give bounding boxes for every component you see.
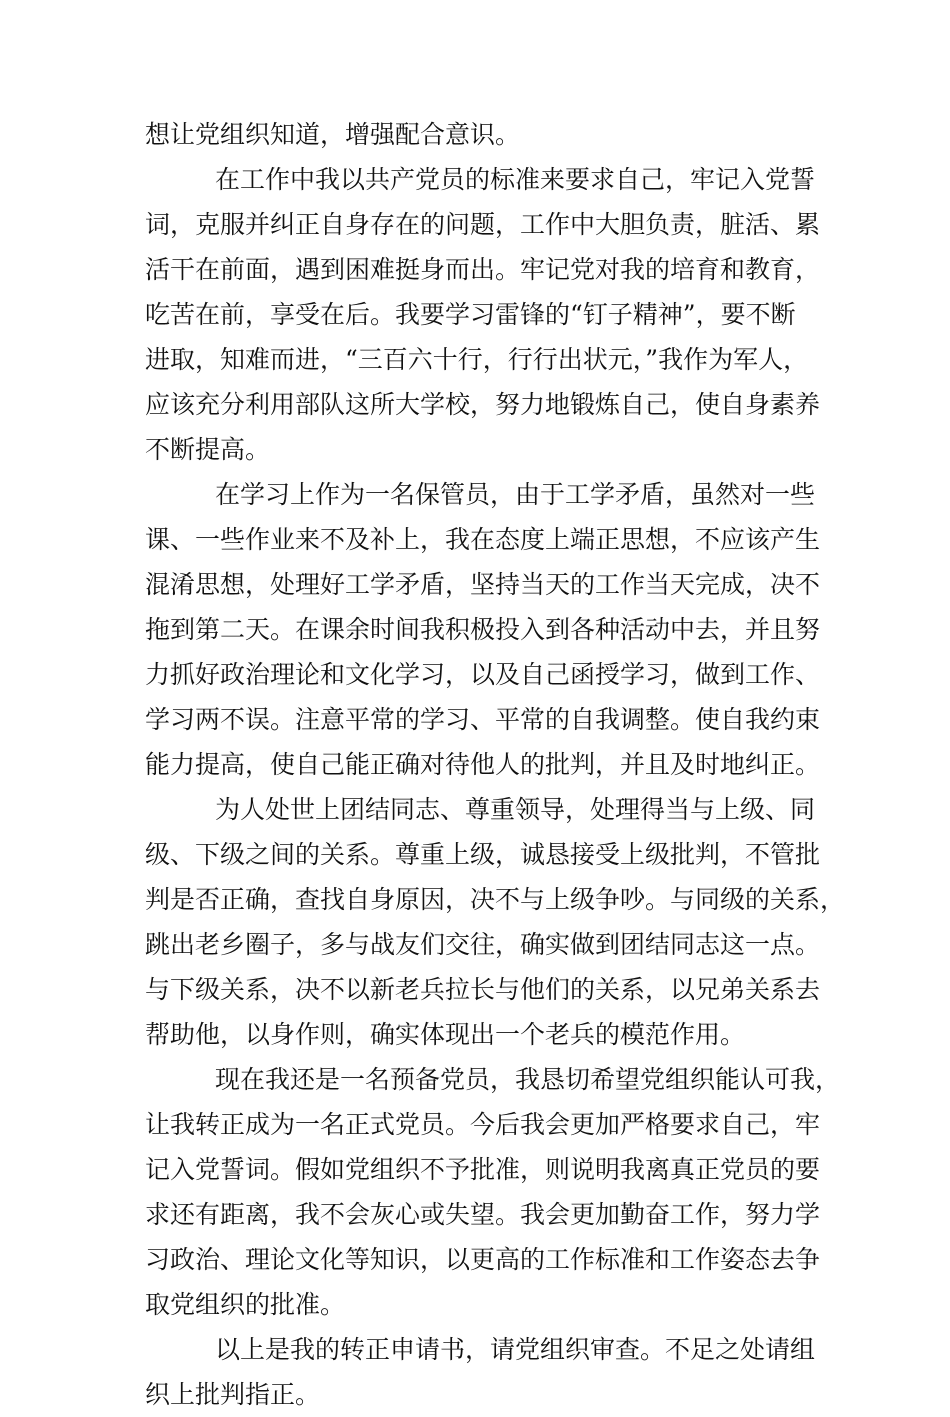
text-line: 现在我还是一名预备党员，我恳切希望党组织能认可我， xyxy=(215,1065,841,1094)
text-line: 判是否正确，查找自身原因，决不与上级争吵。与同级的关系， xyxy=(145,885,846,914)
text-line: 词，克服并纠正自身存在的问题，工作中大胆负责，脏活、累 xyxy=(145,210,821,239)
text-line: 吃苦在前，享受在后。我要学习雷锋的“钉子精神”，要不断 xyxy=(145,300,796,329)
text-line: 级、下级之间的关系。尊重上级，诚恳接受上级批判，不管批 xyxy=(145,840,821,869)
text-line: 帮助他，以身作则，确实体现出一个老兵的模范作用。 xyxy=(145,1020,746,1049)
text-line: 在工作中我以共产党员的标准来要求自己，牢记入党誓 xyxy=(215,165,816,194)
text-line: 取党组织的批准。 xyxy=(145,1290,346,1319)
text-line: 不断提高。 xyxy=(145,435,271,464)
text-line: 进取，知难而进，“三百六十行，行行出状元，”我作为军人， xyxy=(145,345,809,374)
paragraph-6 xyxy=(145,1327,816,1417)
text-line: 织上批判指正。 xyxy=(145,1380,321,1409)
text-line: 应该充分利用部队这所大学校，努力地锻炼自己，使自身素养 xyxy=(145,390,821,419)
text-line: 让我转正成为一名正式党员。今后我会更加严格要求自己，牢 xyxy=(145,1110,821,1139)
text-line: 想让党组织知道，增强配合意识。 xyxy=(145,120,521,149)
text-line: 为人处世上团结同志、尊重领导，处理得当与上级、同 xyxy=(215,795,816,824)
paragraph-3 xyxy=(145,472,821,787)
text-line: 以上是我的转正申请书，请党组织审查。不足之处请组 xyxy=(215,1335,816,1364)
paragraph-2 xyxy=(145,157,821,472)
text-line: 活干在前面，遇到困难挺身而出。牢记党对我的培育和教育， xyxy=(145,255,821,284)
text-line: 跳出老乡圈子，多与战友们交往，确实做到团结同志这一点。 xyxy=(145,930,821,959)
text-line: 求还有距离，我不会灰心或失望。我会更加勤奋工作，努力学 xyxy=(145,1200,821,1229)
text-line: 在学习上作为一名保管员，由于工学矛盾，虽然对一些 xyxy=(215,480,816,509)
paragraph-4 xyxy=(145,787,846,1057)
document-body xyxy=(145,112,846,1417)
text-line: 记入党誓词。假如党组织不予批准，则说明我离真正党员的要 xyxy=(145,1155,821,1184)
text-line: 学习两不误。注意平常的学习、平常的自我调整。使自我约束 xyxy=(145,705,821,734)
text-line: 习政治、理论文化等知识，以更高的工作标准和工作姿态去争 xyxy=(145,1245,821,1274)
text-line: 课、一些作业来不及补上，我在态度上端正思想，不应该产生 xyxy=(145,525,821,554)
text-line: 能力提高，使自己能正确对待他人的批判，并且及时地纠正。 xyxy=(145,750,821,779)
text-line: 拖到第二天。在课余时间我积极投入到各种活动中去，并且努 xyxy=(145,615,821,644)
paragraph-1 xyxy=(145,112,807,157)
paragraph-5 xyxy=(145,1057,841,1327)
text-line: 力抓好政治理论和文化学习，以及自己函授学习，做到工作、 xyxy=(145,660,821,689)
text-line: 混淆思想，处理好工学矛盾，坚持当天的工作当天完成，决不 xyxy=(145,570,821,599)
text-line: 与下级关系，决不以新老兵拉长与他们的关系，以兄弟关系去 xyxy=(145,975,821,1004)
